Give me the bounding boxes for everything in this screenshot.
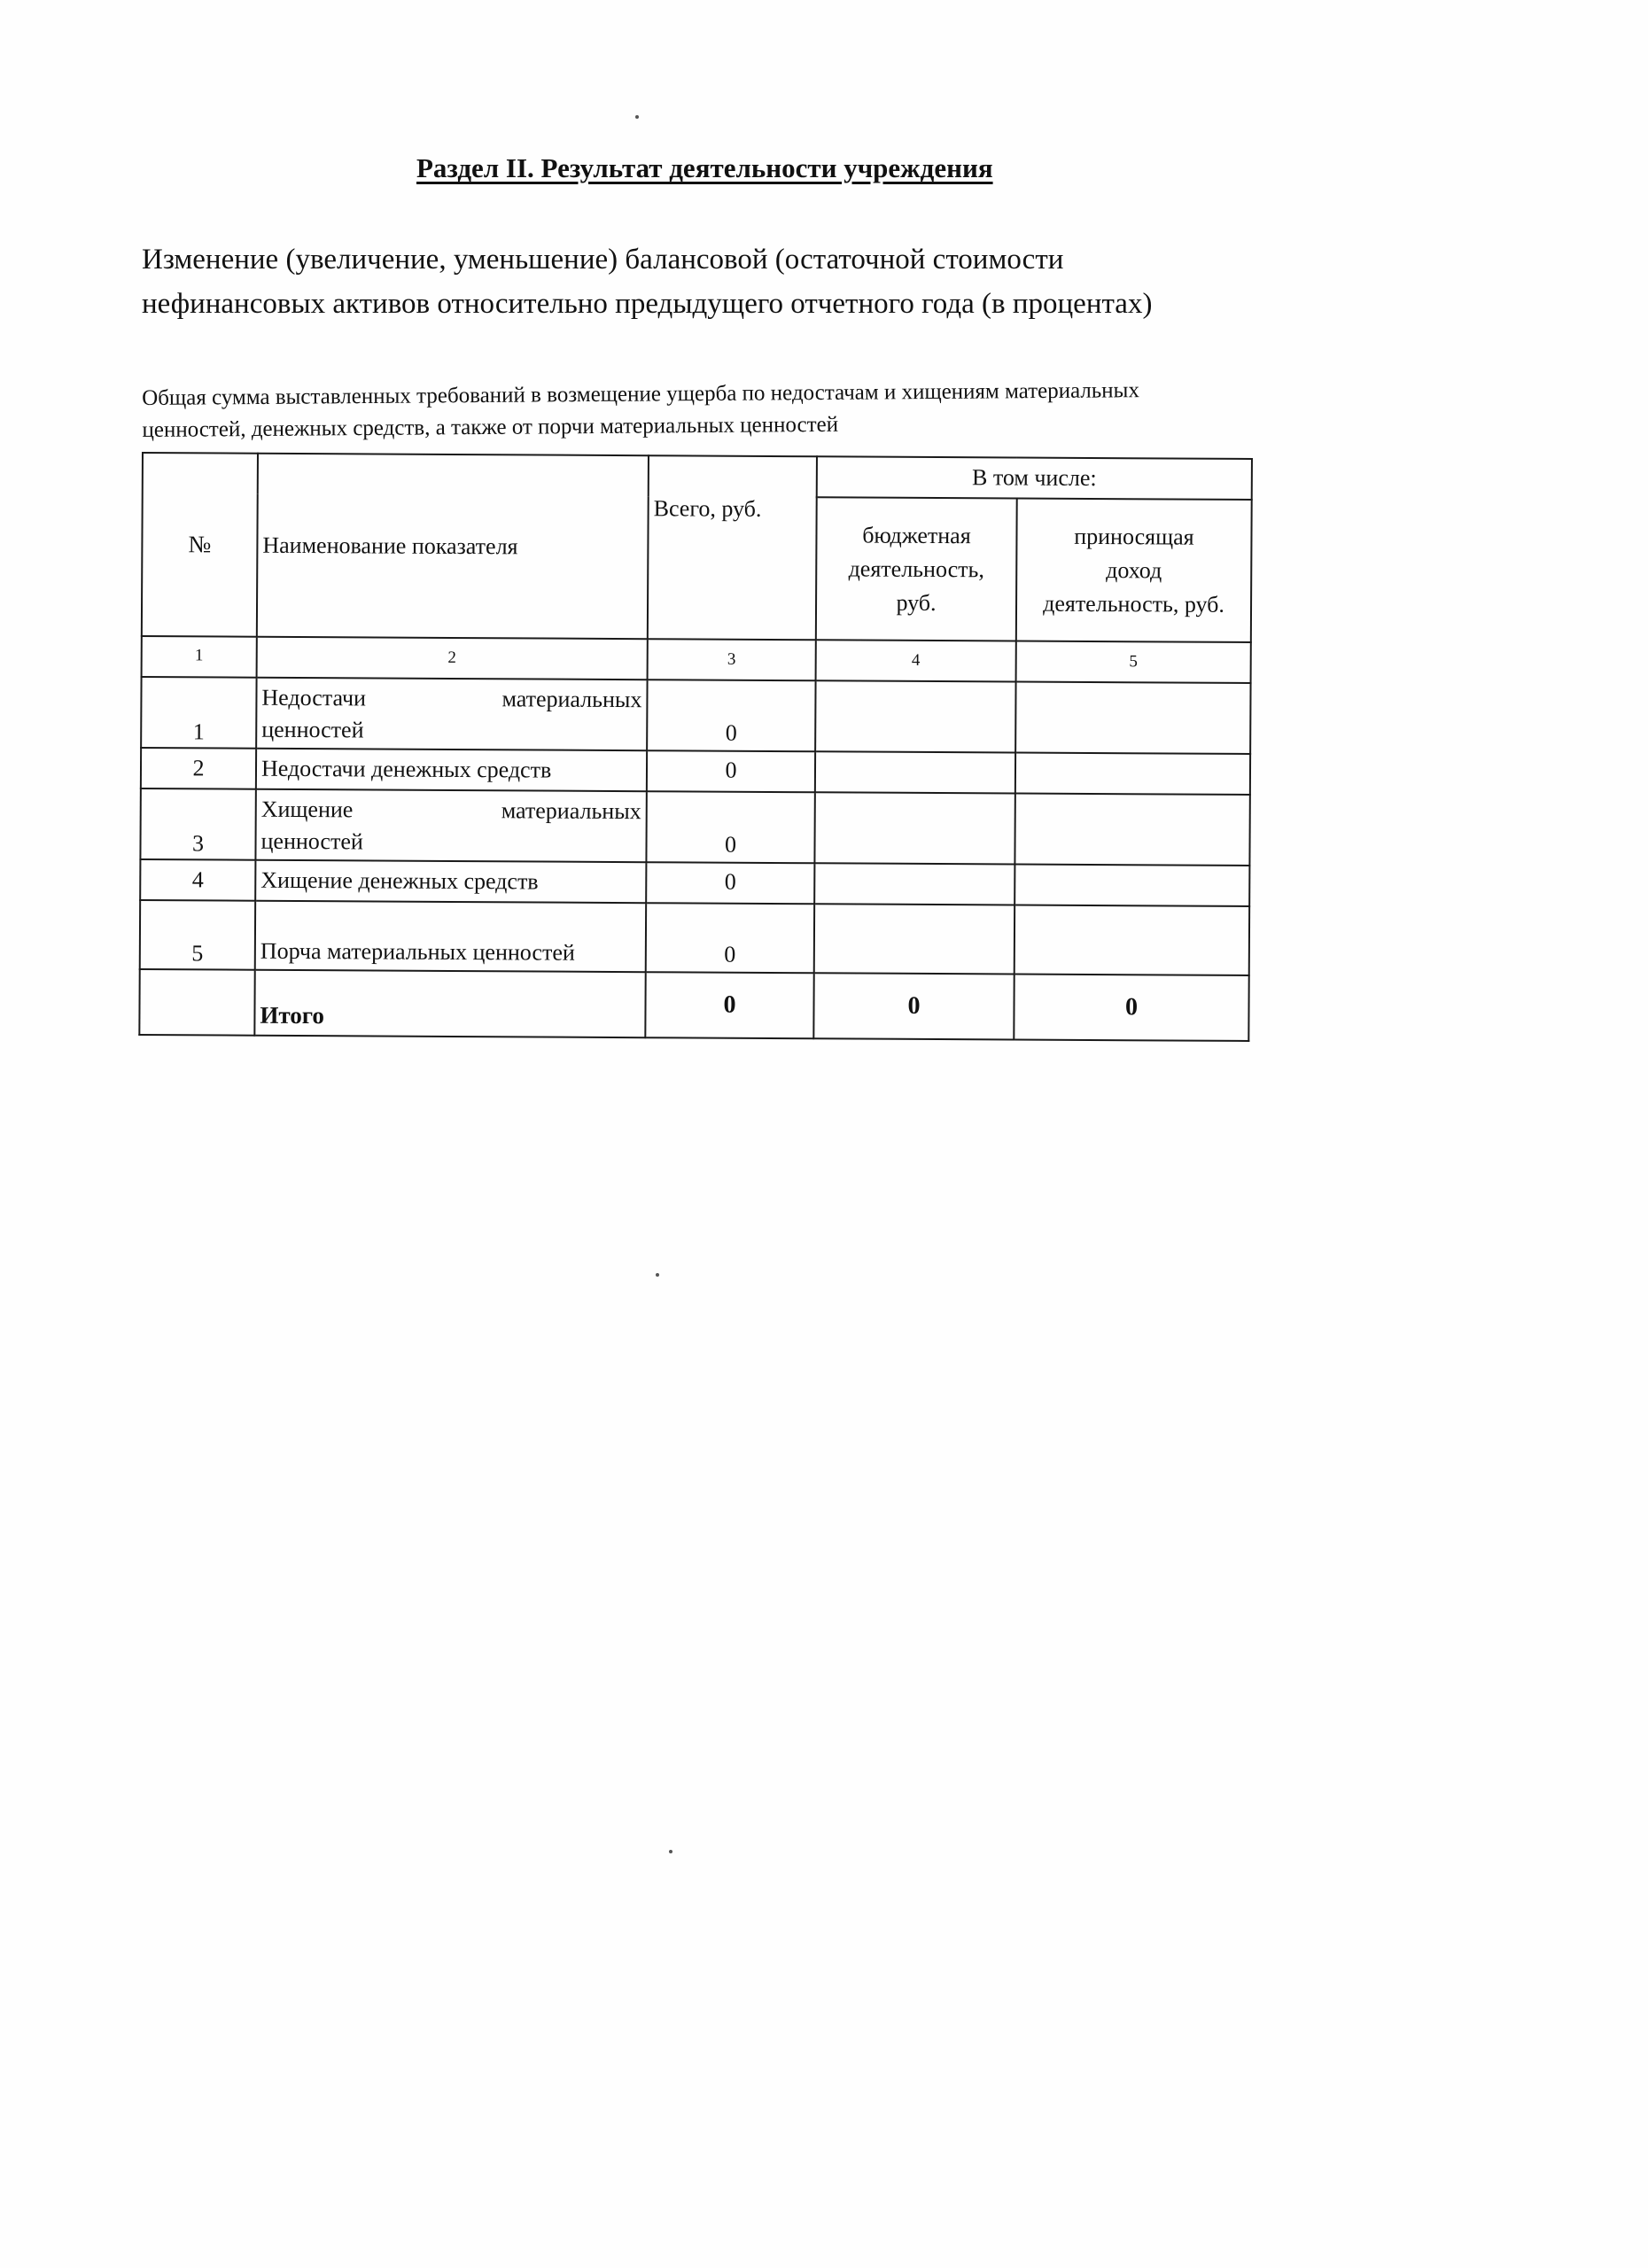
header-row-1 <box>143 453 1252 500</box>
row-income <box>1015 682 1250 754</box>
subtitle-line-1: Изменение (увеличение, уменьшение) балансовой (остаточной стоимости <box>142 244 1064 276</box>
row-name: Порча материальных ценностей <box>255 901 646 972</box>
header-budget <box>816 497 1017 641</box>
row-budget <box>815 751 1015 793</box>
row-total: 0 <box>646 791 814 863</box>
row-name: Хищение денежных средств <box>255 860 646 903</box>
table-row <box>141 748 1250 795</box>
scan-speck <box>669 1850 672 1853</box>
row-name-line-1 <box>261 794 641 827</box>
row-name-line-1 <box>261 682 641 716</box>
total-row-no <box>139 969 254 1036</box>
column-number: 2 <box>257 637 648 680</box>
header-total: Всего, руб. <box>648 455 817 640</box>
row-name: Недостачи денежных средств <box>256 749 647 791</box>
total-income: 0 <box>1014 975 1248 1041</box>
row-budget <box>814 904 1014 974</box>
header-budget-line-3: руб. <box>896 589 937 616</box>
table-row <box>140 900 1249 975</box>
row-income <box>1015 753 1250 795</box>
row-income <box>1014 865 1249 906</box>
report-table-wrapper <box>138 452 1251 1042</box>
total-row <box>139 969 1248 1041</box>
row-budget <box>814 792 1014 864</box>
header-no: № <box>142 453 258 637</box>
subtitle <box>142 237 1294 326</box>
column-numbers-row <box>142 636 1251 683</box>
subtitle-line-2: нефинансовых активов относительно предыдущего отчетного года (в процентах) <box>142 288 1153 320</box>
header-income-line-3: деятельность, руб. <box>1043 590 1225 617</box>
row-number: 1 <box>141 677 256 749</box>
row-number: 3 <box>140 788 255 860</box>
row-name-word: материальных <box>501 797 641 825</box>
total-label: Итого <box>254 970 645 1037</box>
row-name-line-2: ценностей <box>261 716 364 743</box>
header-including: В том числе: <box>817 456 1252 500</box>
row-number: 2 <box>141 748 256 789</box>
row-total: 0 <box>647 680 815 751</box>
table-row <box>140 788 1249 866</box>
row-income <box>1014 905 1249 975</box>
section-title: Раздел II. Результат деятельности учреждения <box>416 152 993 183</box>
report-table <box>138 452 1253 1042</box>
row-budget <box>815 680 1015 752</box>
row-name-word: материальных <box>501 686 642 713</box>
total-budget: 0 <box>813 973 1014 1039</box>
header-income-line-2: доход <box>1106 556 1162 583</box>
row-name <box>256 678 647 750</box>
row-name-line-2: ценностей <box>260 827 363 855</box>
row-number: 5 <box>140 900 255 970</box>
row-number: 4 <box>140 859 255 901</box>
row-total: 0 <box>647 750 815 792</box>
table-row <box>141 677 1250 754</box>
header-income <box>1016 499 1252 642</box>
row-total: 0 <box>646 862 814 904</box>
header-budget-line-2: деятельность, <box>848 555 984 582</box>
caption-line-1: Общая сумма выставленных требований в возмещение ущерба по недостачам и хищениям материальных <box>142 378 1140 410</box>
total-sum: 0 <box>645 972 813 1038</box>
table-caption <box>142 373 1401 447</box>
column-number: 1 <box>142 636 257 678</box>
row-name <box>255 789 646 862</box>
scan-speck <box>635 115 639 119</box>
header-income-line-1: приносящая <box>1074 523 1194 550</box>
table-row <box>140 859 1249 906</box>
row-name-word: Недостачи <box>261 684 367 711</box>
row-total: 0 <box>646 903 814 973</box>
scan-speck <box>656 1273 659 1277</box>
column-number: 4 <box>816 640 1016 681</box>
row-budget <box>814 863 1014 905</box>
column-number: 5 <box>1016 641 1251 683</box>
header-name: Наименование показателя <box>257 454 649 639</box>
caption-line-2: ценностей, денежных средств, а также от порчи материальных ценностей <box>142 412 839 442</box>
header-budget-line-1: бюджетная <box>862 522 971 548</box>
row-income <box>1014 794 1249 866</box>
row-name-word: Хищение <box>260 796 354 823</box>
column-number: 3 <box>648 639 816 680</box>
